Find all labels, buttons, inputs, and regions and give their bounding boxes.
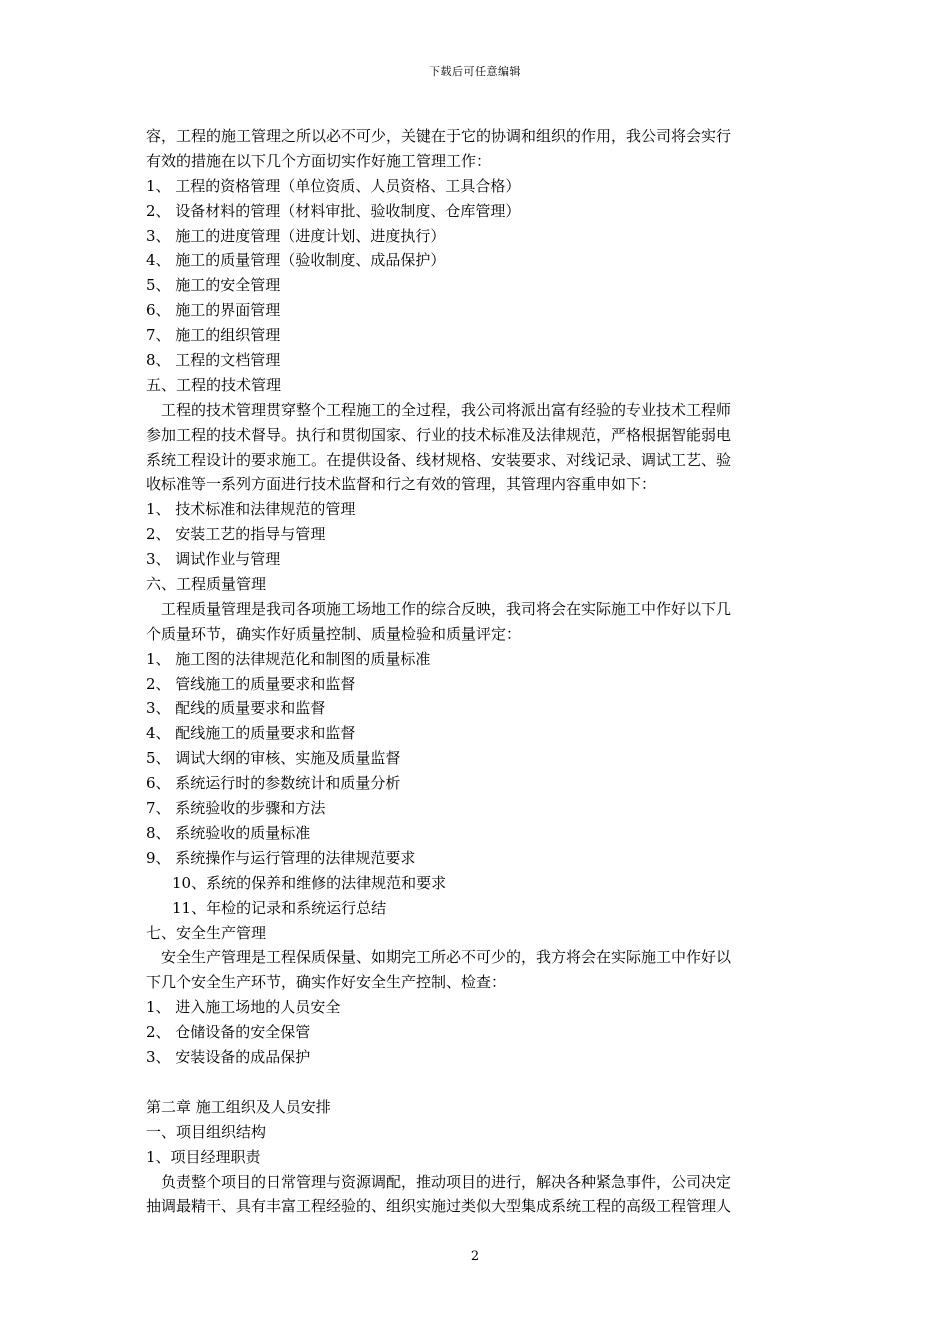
section-heading: 一、项目组织结构 [146,1122,267,1141]
body-line: 有效的措施在以下几个方面切实作好施工管理工作： [146,151,492,170]
section-heading: 五、工程的技术管理 [146,375,282,394]
list-item: 7、 施工的组织管理 [146,326,281,345]
paragraph-line: 工程的技术管理贯穿整个工程施工的全过程，我公司将派出富有经验的专业技术工程师 [161,400,732,419]
list-item: 3、 配线的质量要求和监督 [146,699,326,718]
list-item: 8、 工程的文档管理 [146,351,281,370]
list-item: 2、 仓储设备的安全保管 [146,1023,311,1042]
paragraph-line: 工程质量管理是我司各项施工场地工作的综合反映，我司将会在实际施工中作好以下几 [161,599,732,618]
list-item: 4、 施工的质量管理（验收制度、成品保护） [146,251,446,270]
list-item: 3、 施工的进度管理（进度计划、进度执行） [146,226,446,245]
paragraph-line: 安全生产管理是工程保质保量、如期完工所必不可少的，我方将会在实际施工中作好以 [161,948,732,967]
list-item: 4、 配线施工的质量要求和监督 [146,724,356,743]
paragraph-line: 参加工程的技术督导。执行和贯彻国家、行业的技术标准及法律规范，严格根据智能弱电 [146,425,732,444]
page-header: 下载后可任意编辑 [429,65,521,78]
list-item: 10、系统的保养和维修的法律规范和要求 [172,873,447,892]
list-item: 5、 施工的安全管理 [146,276,281,295]
list-item: 3、 安装设备的成品保护 [146,1047,311,1066]
paragraph-line: 抽调最精干、具有丰富工程经验的、组织实施过类似大型集成系统工程的高级工程管理人 [146,1197,732,1216]
list-item: 9、 系统操作与运行管理的法律规范要求 [146,848,416,867]
document-body [146,124,810,1219]
list-item: 6、 施工的界面管理 [146,301,281,320]
paragraph-line: 个质量环节，确实作好质量控制、质量检验和质量评定： [146,624,522,643]
list-item: 8、 系统验收的质量标准 [146,823,311,842]
subsection-heading: 1、项目经理职责 [146,1147,261,1166]
list-item: 1、 施工图的法律规范化和制图的质量标准 [146,649,431,668]
paragraph-line: 负责整个项目的日常管理与资源调配，推动项目的进行，解决各种紧急事件，公司决定 [161,1172,732,1191]
list-item: 11、年检的记录和系统运行总结 [172,898,387,917]
list-item: 2、 管线施工的质量要求和监督 [146,674,356,693]
section-heading: 六、工程质量管理 [146,575,267,594]
paragraph-line: 收标准等一系列方面进行技术监督和行之有效的管理，其管理内容重申如下： [146,475,657,494]
paragraph-line: 下几个安全生产环节，确实作好安全生产控制、检查： [146,973,507,992]
list-item: 5、 调试大纲的审核、实施及质量监督 [146,749,401,768]
list-item: 3、 调试作业与管理 [146,550,281,569]
list-item: 2、 设备材料的管理（材料审批、验收制度、仓库管理） [146,201,521,220]
list-item: 1、 工程的资格管理（单位资质、人员资格、工具合格） [146,176,521,195]
list-item: 6、 系统运行时的参数统计和质量分析 [146,774,401,793]
list-item: 1、 技术标准和法律规范的管理 [146,500,356,519]
list-item: 7、 系统验收的步骤和方法 [146,799,326,818]
chapter-heading: 第二章 施工组织及人员安排 [146,1097,331,1116]
list-item: 2、 安装工艺的指导与管理 [146,525,326,544]
body-line: 容，工程的施工管理之所以必不可少，关键在于它的协调和组织的作用，我公司将会实行 [146,127,732,145]
list-item: 1、 进入施工场地的人员安全 [146,998,341,1017]
paragraph-line: 系统工程设计的要求施工。在提供设备、线材规格、安装要求、对线记录、调试工艺、验 [146,450,732,469]
blank-line [146,1070,810,1095]
section-heading: 七、安全生产管理 [146,923,267,942]
page-number: 2 [470,1249,480,1264]
